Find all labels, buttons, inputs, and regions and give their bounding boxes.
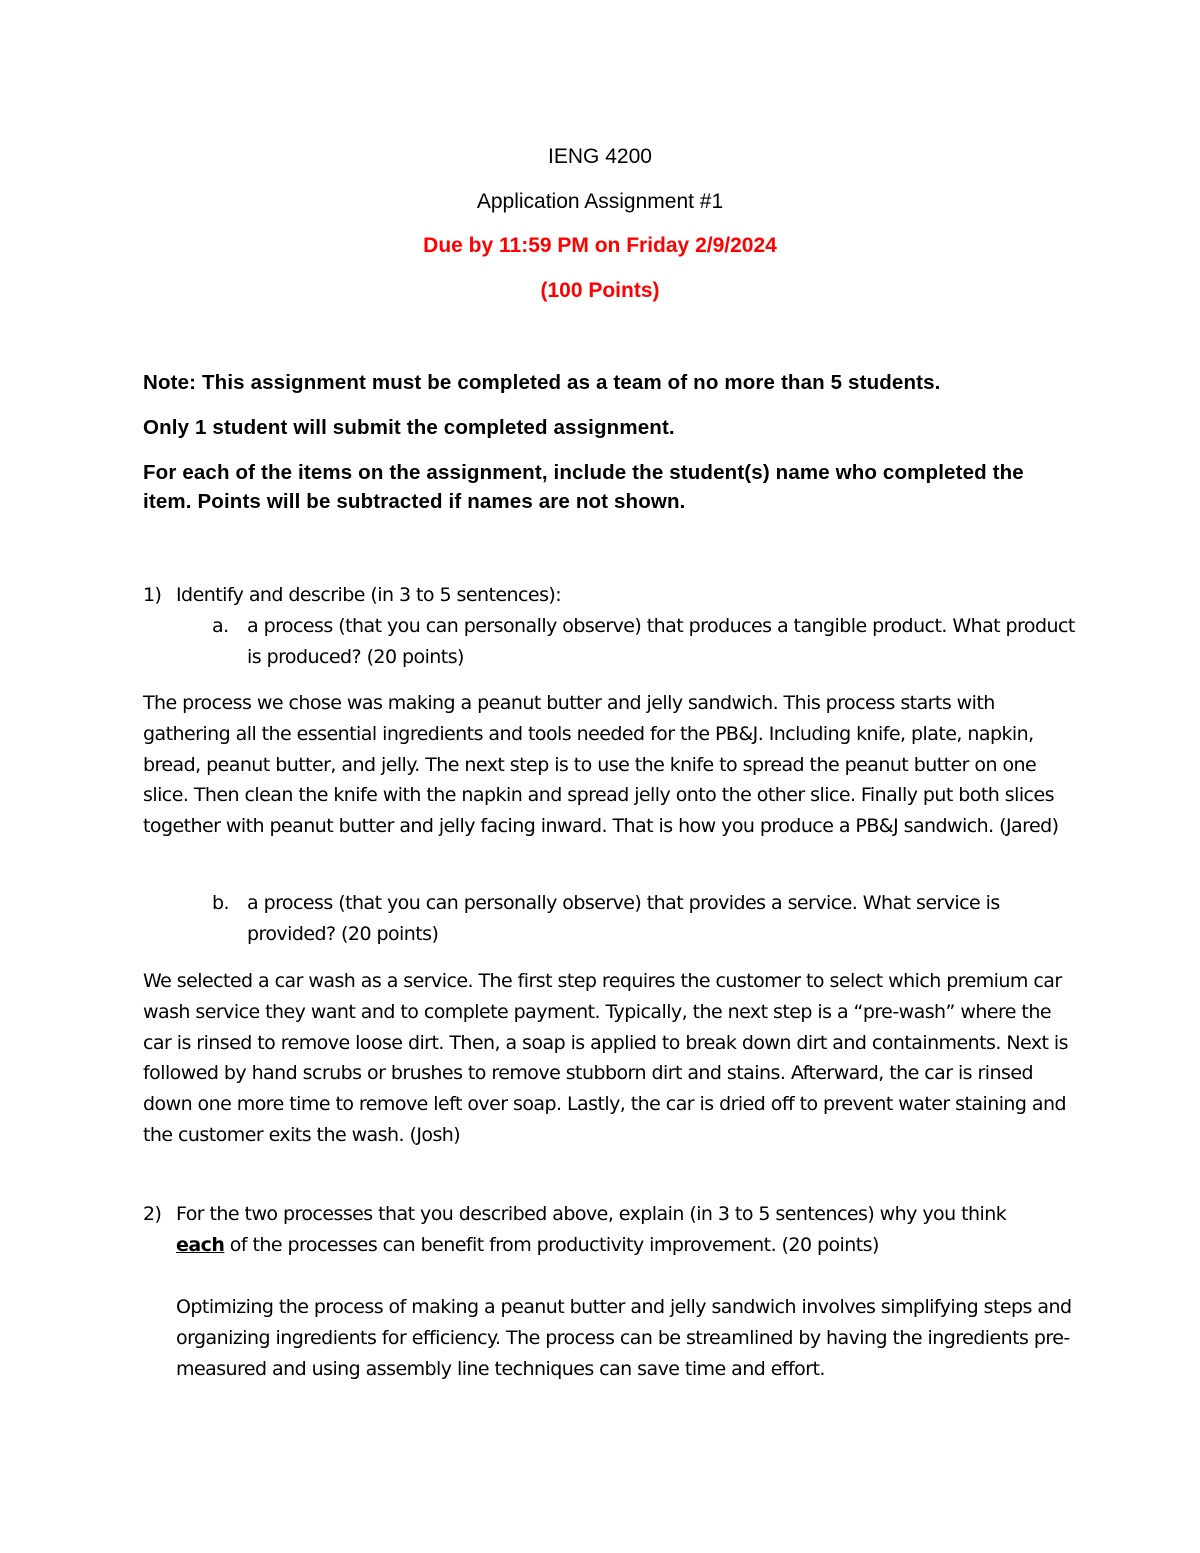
answer-2: Optimizing the process of making a peanut butter and jelly sandwich involves simplifying steps and organizing ingredients for efficiency. The process can be streamlined by having the ingredients pre-measured and using assembly line techniques can save time and effort.: [176, 1296, 1072, 1380]
total-points: (100 Points): [540, 279, 660, 302]
question-1a-letter: a.: [212, 615, 229, 637]
question-1-number: 1): [143, 584, 162, 606]
course-title: IENG 4200: [548, 145, 652, 168]
question-1b-letter: b.: [212, 892, 230, 914]
question-2-prompt: [176, 1199, 1076, 1261]
question-2-prompt-end: of the processes can benefit from productivity improvement. (20 points): [224, 1233, 879, 1256]
assignment-title: Application Assignment #1: [476, 190, 724, 213]
answer-1a: The process we chose was making a peanut butter and jelly sandwich. This process starts with gathering all the essential ingredients and tools needed for the PB&J. Including knife, plate, napkin, bread, peanut butter, and jelly. The next step is to use the knife to spread the peanut butter on one slice. Then clean the knife with the napkin and spread jelly onto the other slice. Finally put both slices together with peanut butter and jelly facing inward. That is how you produce a PB&J sandwich. (Jared): [143, 692, 1059, 838]
question-1b-prompt: a process (that you can personally observe) that provides a service. What service is provided? (20 points): [247, 892, 1000, 945]
question-2-emphasis: each: [176, 1233, 225, 1256]
note-single-submission: Only 1 student will submit the completed assignment.: [143, 416, 675, 439]
note-include-names: For each of the items on the assignment, include the student(s) name who completed the item. Points will be subtracted if names are not shown.: [143, 461, 1024, 513]
answer-1b: We selected a car wash as a service. The first step requires the customer to select which premium car wash service they want and to complete payment. Typically, the next step is a “pre-wash” where the car is rinsed to remove loose dirt. Then, a soap is applied to break down dirt and containments. Next is followed by hand scrubs or brushes to remove stubborn dirt and stains. Afterward, the car is rinsed down one more time to remove left over soap. Lastly, the car is dried off to prevent water staining and the customer exits the wash. (Josh): [143, 970, 1069, 1146]
question-1-prompt: Identify and describe (in 3 to 5 sentences):: [176, 584, 562, 606]
due-date: Due by 11:59 PM on Friday 2/9/2024: [423, 234, 777, 257]
note-team-size: Note: This assignment must be completed as a team of no more than 5 students.: [143, 371, 941, 394]
question-2-prompt-start: For the two processes that you described above, explain (in 3 to 5 sentences) why you think: [176, 1203, 1007, 1225]
question-1a-prompt: a process (that you can personally observe) that produces a tangible product. What product is produced? (20 points): [247, 615, 1075, 668]
question-2-number: 2): [143, 1203, 162, 1225]
